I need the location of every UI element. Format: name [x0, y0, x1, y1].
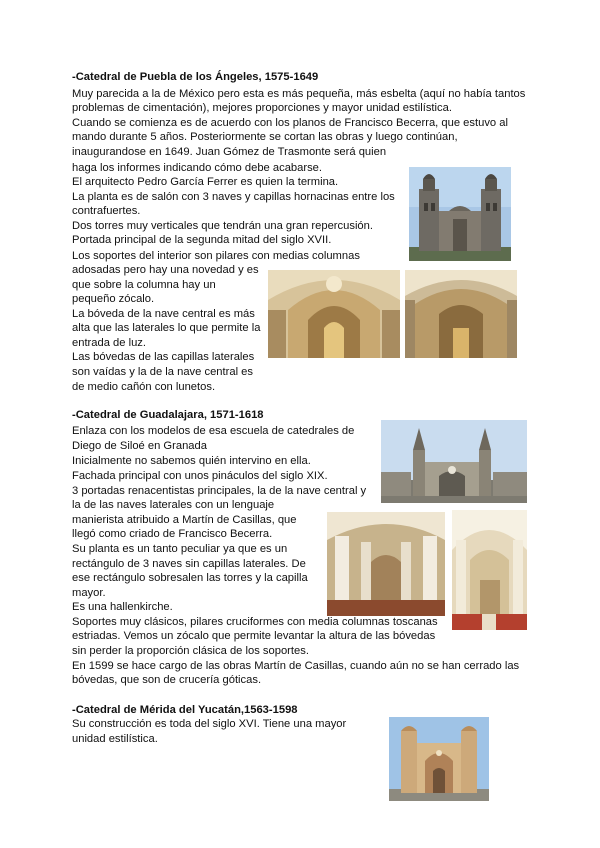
text-line: Muy parecida a la de México pero esta es más pequeña, más esbelta (aquí no había tantos — [72, 88, 526, 100]
guadalajara-interior-photo-2 — [452, 510, 527, 630]
text-line: llegó como criado de Francisco Becerra. — [72, 528, 273, 540]
text-line: problemas de cimentación), mejores proporciones y mayor unidad estilística. — [72, 102, 452, 114]
text-line: inaugurandose en 1649. Juan Gómez de Trasmonte será quien — [72, 146, 387, 158]
text-line: En 1599 se hace cargo de las obras Martín de Casillas, cuando aún no se han cerrado las — [72, 660, 520, 672]
text-line: bóvedas, que son de crucería góticas. — [72, 674, 262, 686]
text-line: mando durante 5 años. Posteriormente se cortan las obras y luego continúan, — [72, 131, 458, 143]
puebla-facade-photo — [409, 167, 511, 261]
text-line: entrada de luz. — [72, 337, 147, 349]
text-line: son vaídas y la de la nave central es — [72, 366, 253, 378]
text-line: manierista atribuido a Martín de Casillas, que — [72, 514, 297, 526]
puebla-interior-nave-photo — [405, 270, 517, 358]
section-heading-guadalajara: -Catedral de Guadalajara, 1571-1618 — [72, 409, 264, 421]
text-line: Fachada principal con unos pináculos del siglo XIX. — [72, 470, 328, 482]
text-line: haga los informes indicando cómo debe acabarse. — [72, 162, 323, 174]
text-line: estriadas. Vemos un zócalo que permite levantar la altura de las bóvedas — [72, 630, 436, 642]
text-line: La planta es de salón con 3 naves y capillas hornacinas entre los — [72, 191, 395, 203]
text-line: la de las naves laterales con un lenguaje — [72, 499, 275, 511]
text-line: Su construcción es toda del siglo XVI. Tiene una mayor — [72, 718, 347, 730]
text-line: pequeño zócalo. — [72, 293, 155, 305]
text-line: rectángulo de 3 naves sin capillas laterales. De — [72, 558, 306, 570]
text-line: alta que las laterales lo que permite la — [72, 322, 261, 334]
section-heading-merida: -Catedral de Mérida del Yucatán,1563-1598 — [72, 704, 298, 716]
text-line: Diego de Siloé en Granada — [72, 440, 207, 452]
text-line: Las bóvedas de las capillas laterales — [72, 351, 255, 363]
text-line: contrafuertes. — [72, 205, 141, 217]
text-line: que sobre la columna hay un — [72, 279, 216, 291]
section-heading-puebla: -Catedral de Puebla de los Ángeles, 1575-1649 — [72, 71, 319, 83]
text-line: Es una hallenkirche. — [72, 601, 173, 613]
guadalajara-exterior-photo — [381, 420, 527, 503]
text-line: Inicialmente no sabemos quién intervino en ella. — [72, 455, 311, 467]
text-line: Soportes muy clásicos, pilares cruciformes con media columnas toscanas — [72, 616, 438, 628]
text-line: sin perder la proporción clásica de los soportes. — [72, 645, 309, 657]
merida-facade-photo — [389, 717, 489, 801]
puebla-interior-vault-photo — [268, 270, 400, 358]
text-line: de medio cañón con lunetos. — [72, 381, 216, 393]
text-line: Enlaza con los modelos de esa escuela de catedrales de — [72, 425, 355, 437]
text-line: Dos torres muy verticales que tendrán una gran repercusión. — [72, 220, 373, 232]
text-line: El arquitecto Pedro García Ferrer es quien la termina. — [72, 176, 339, 188]
text-line: Cuando se comienza es de acuerdo con los planos de Francisco Becerra, que estuvo al — [72, 117, 508, 129]
guadalajara-interior-photo-1 — [327, 512, 445, 616]
text-line: unidad estilística. — [72, 733, 158, 745]
text-line: ese rectángulo sobresalen las torres y la capilla — [72, 572, 308, 584]
text-line: La bóveda de la nave central es más — [72, 308, 255, 320]
text-line: mayor. — [72, 587, 106, 599]
text-line: Portada principal de la segunda mitad del siglo XVII. — [72, 234, 332, 246]
text-line: 3 portadas renacentistas principales, la de la nave central y — [72, 485, 367, 497]
text-line: adosadas pero hay una novedad y es — [72, 264, 259, 276]
text-line: Su planta es un tanto peculiar ya que es un — [72, 543, 288, 555]
text-line: Los soportes del interior son pilares con medias columnas — [72, 250, 360, 262]
